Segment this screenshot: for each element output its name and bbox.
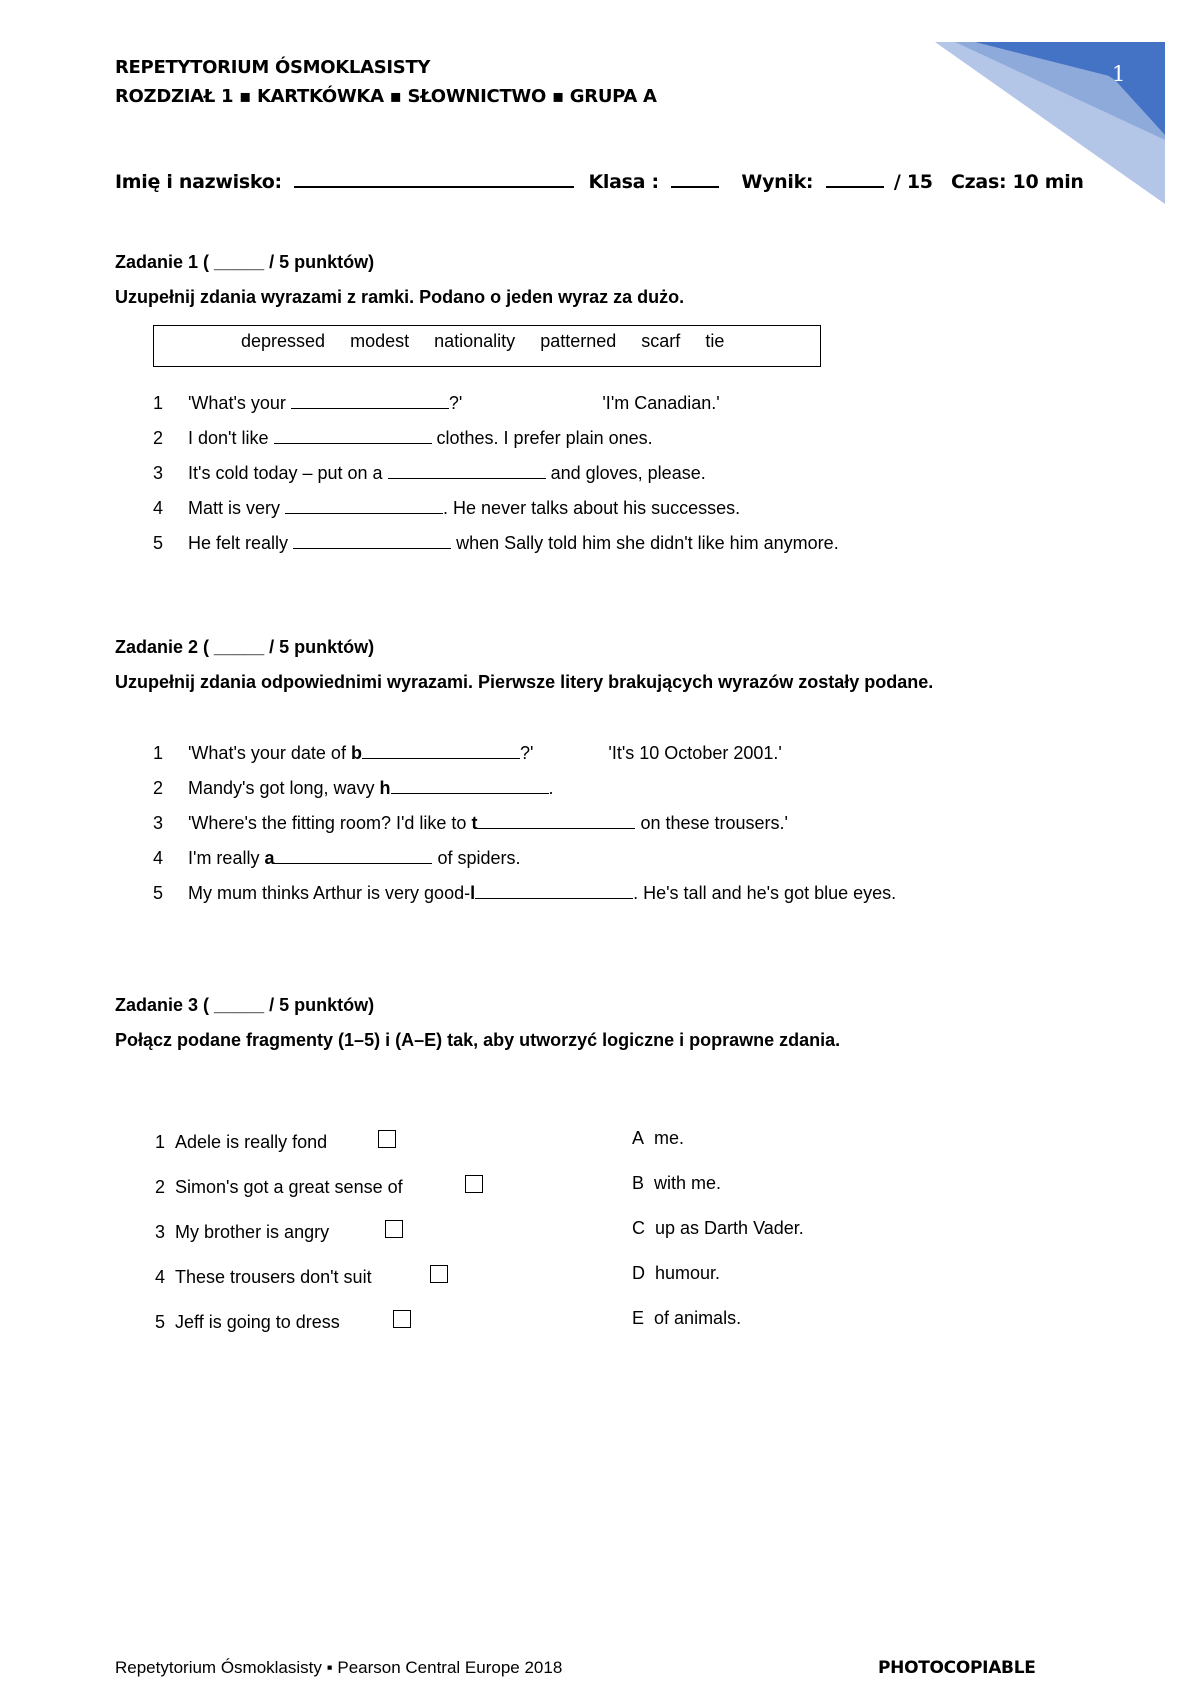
answer-checkbox[interactable] bbox=[385, 1220, 403, 1238]
task2-instruction: Uzupełnij zdania odpowiednimi wyrazami. Pierwsze litery brakujących wyrazów zostały podane. bbox=[115, 672, 934, 692]
item-number: 5 bbox=[153, 533, 164, 553]
item-reply: 'I'm Canadian.' bbox=[602, 393, 720, 413]
match-left-item bbox=[155, 1132, 327, 1153]
task2-item bbox=[153, 777, 554, 799]
word-list bbox=[241, 331, 744, 352]
option-text: up as Darth Vader. bbox=[655, 1218, 804, 1238]
word-option: depressed bbox=[241, 331, 326, 351]
option-letter: A bbox=[632, 1128, 645, 1148]
answer-gap[interactable] bbox=[285, 497, 443, 514]
item-number: 2 bbox=[155, 1177, 166, 1197]
match-right-item bbox=[632, 1173, 721, 1194]
item-text-after: and gloves, please. bbox=[550, 463, 706, 483]
item-text: My brother is angry bbox=[175, 1222, 330, 1242]
word-option: tie bbox=[705, 331, 725, 351]
item-number: 1 bbox=[153, 743, 164, 763]
class-field[interactable] bbox=[671, 168, 719, 188]
footer-photocopiable: PHOTOCOPIABLE bbox=[878, 1658, 1036, 1678]
task3-heading: Zadanie 3 ( _____ / 5 punktów) bbox=[115, 995, 375, 1015]
item-number: 5 bbox=[153, 883, 164, 903]
item-number: 2 bbox=[153, 428, 164, 448]
item-number: 3 bbox=[155, 1222, 166, 1242]
option-text: of animals. bbox=[654, 1308, 742, 1328]
match-right-item bbox=[632, 1218, 804, 1239]
task1-item bbox=[153, 497, 740, 519]
item-text: Simon's got a great sense of bbox=[175, 1177, 403, 1197]
class-label: Klasa : bbox=[588, 171, 659, 193]
answer-checkbox[interactable] bbox=[430, 1265, 448, 1283]
task3-instruction: Połącz podane fragmenty (1–5) i (A–E) tak, aby utworzyć logiczne i poprawne zdania. bbox=[115, 1030, 841, 1050]
first-letter: b bbox=[350, 743, 362, 763]
item-text: Mandy's got long, wavy bbox=[188, 778, 380, 798]
match-left-item bbox=[155, 1222, 329, 1243]
item-text: My mum thinks Arthur is very good- bbox=[188, 883, 471, 903]
match-right-item bbox=[632, 1308, 741, 1329]
option-letter: C bbox=[632, 1218, 645, 1238]
option-letter: B bbox=[632, 1173, 645, 1193]
item-text: Matt is very bbox=[188, 498, 281, 518]
task1-item bbox=[153, 532, 839, 554]
score-label: Wynik: bbox=[741, 171, 814, 193]
word-box bbox=[153, 325, 821, 367]
first-letter: a bbox=[264, 848, 275, 868]
item-text: 'What's your bbox=[188, 393, 286, 413]
task1-item bbox=[153, 462, 706, 484]
task2-item bbox=[153, 742, 782, 764]
answer-gap[interactable] bbox=[274, 427, 432, 444]
page-subtitle: ROZDZIAŁ 1 ▪ KARTKÓWKA ▪ SŁOWNICTWO ▪ GRUPA A bbox=[115, 86, 657, 107]
answer-gap[interactable] bbox=[293, 532, 451, 549]
first-letter: h bbox=[379, 778, 391, 798]
item-number: 4 bbox=[153, 498, 164, 518]
option-letter: E bbox=[632, 1308, 645, 1328]
answer-checkbox[interactable] bbox=[378, 1130, 396, 1148]
item-text-after: . He's tall and he's got blue eyes. bbox=[633, 883, 897, 903]
item-text: 'Where's the fitting room? I'd like to bbox=[188, 813, 472, 833]
item-text: 'What's your date of bbox=[188, 743, 351, 763]
word-option: scarf bbox=[641, 331, 681, 351]
answer-gap[interactable] bbox=[388, 462, 546, 479]
answer-gap[interactable] bbox=[391, 777, 549, 794]
page-title: REPETYTORIUM ÓSMOKLASISTY bbox=[115, 57, 431, 78]
item-number: 1 bbox=[153, 393, 164, 413]
item-number: 4 bbox=[155, 1267, 166, 1287]
task1-item bbox=[153, 427, 653, 449]
item-reply: 'It's 10 October 2001.' bbox=[608, 743, 782, 763]
item-text: Adele is really fond bbox=[175, 1132, 328, 1152]
match-right-item bbox=[632, 1128, 684, 1149]
item-number: 4 bbox=[153, 848, 164, 868]
task1-heading: Zadanie 1 ( _____ / 5 punktów) bbox=[115, 252, 375, 272]
item-number: 3 bbox=[153, 463, 164, 483]
item-text: I'm really bbox=[188, 848, 265, 868]
match-left-item bbox=[155, 1312, 340, 1333]
task2-item bbox=[153, 812, 788, 834]
word-option: patterned bbox=[540, 331, 617, 351]
first-letter: t bbox=[471, 813, 478, 833]
name-field[interactable] bbox=[294, 168, 574, 188]
match-left-item bbox=[155, 1177, 403, 1198]
item-text-after: clothes. I prefer plain ones. bbox=[436, 428, 653, 448]
item-text: It's cold today – put on a bbox=[188, 463, 383, 483]
answer-gap[interactable] bbox=[477, 812, 635, 829]
name-label: Imię i nazwisko: bbox=[115, 171, 282, 193]
option-letter: D bbox=[632, 1263, 645, 1283]
item-text-after: of spiders. bbox=[432, 848, 521, 868]
task1-instruction: Uzupełnij zdania wyrazami z ramki. Podano o jeden wyraz za dużo. bbox=[115, 287, 685, 307]
task1-item bbox=[153, 392, 720, 414]
answer-checkbox[interactable] bbox=[393, 1310, 411, 1328]
item-text: These trousers don't suit bbox=[175, 1267, 372, 1287]
word-option: nationality bbox=[434, 331, 516, 351]
page-number: 1 bbox=[1112, 62, 1126, 86]
answer-gap[interactable] bbox=[291, 392, 449, 409]
item-text-after: . bbox=[548, 778, 554, 798]
option-text: me. bbox=[654, 1128, 685, 1148]
student-info-line bbox=[115, 168, 1084, 193]
task2-item bbox=[153, 847, 521, 869]
answer-gap[interactable] bbox=[362, 742, 520, 759]
item-text-after: . He never talks about his successes. bbox=[443, 498, 741, 518]
first-letter: l bbox=[470, 883, 476, 903]
item-number: 2 bbox=[153, 778, 164, 798]
option-text: humour. bbox=[655, 1263, 721, 1283]
item-text: I don't like bbox=[188, 428, 269, 448]
item-number: 1 bbox=[155, 1132, 166, 1152]
option-text: with me. bbox=[654, 1173, 722, 1193]
task2-item bbox=[153, 882, 896, 904]
match-right-item bbox=[632, 1263, 720, 1284]
footer-source: Repetytorium Ósmoklasisty ▪ Pearson Central Europe 2018 bbox=[115, 1658, 563, 1677]
item-number: 3 bbox=[153, 813, 164, 833]
answer-gap[interactable] bbox=[274, 847, 432, 864]
score-field[interactable] bbox=[826, 168, 884, 188]
task2-heading: Zadanie 2 ( _____ / 5 punktów) bbox=[115, 637, 375, 657]
item-text-after: ?' bbox=[448, 393, 463, 413]
score-total: / 15 bbox=[893, 171, 933, 193]
answer-gap[interactable] bbox=[475, 882, 633, 899]
word-option: modest bbox=[350, 331, 410, 351]
item-text-after: ?' bbox=[519, 743, 534, 763]
time-label: Czas: 10 min bbox=[951, 171, 1084, 193]
match-left-item bbox=[155, 1267, 372, 1288]
item-text-after: when Sally told him she didn't like him anymore. bbox=[456, 533, 839, 553]
item-text-after: on these trousers.' bbox=[635, 813, 788, 833]
answer-checkbox[interactable] bbox=[465, 1175, 483, 1193]
item-text: Jeff is going to dress bbox=[175, 1312, 340, 1332]
item-text: He felt really bbox=[188, 533, 289, 553]
item-number: 5 bbox=[155, 1312, 166, 1332]
